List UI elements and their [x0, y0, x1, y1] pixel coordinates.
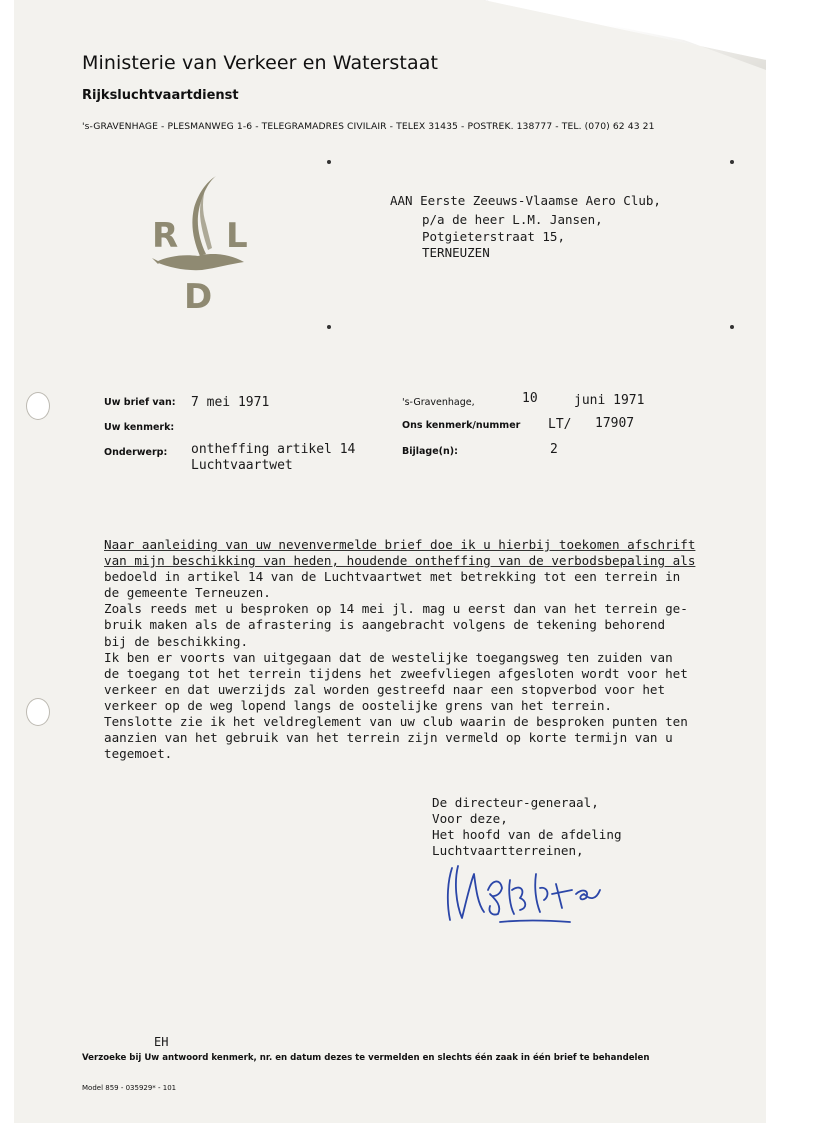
letterhead-address-line: 's-GRAVENHAGE - PLESMANWEG 1-6 - TELEGRAMADRES CIVILAIR - TELEX 31435 - POSTREK. 138777 - TEL. (070) 62 43 21 — [82, 121, 655, 132]
closing-line-2: Voor deze, — [432, 811, 508, 826]
body-line-1: Naar aanleiding van uw nevenvermelde brief doe ik u hierbij toekomen afschrift — [104, 537, 696, 552]
uw-kenmerk-label: Uw kenmerk: — [104, 422, 175, 433]
closing-line-4: Luchtvaartterreinen, — [432, 843, 584, 858]
ons-kenmerk-number: 17907 — [595, 416, 635, 431]
logo-letter-d: D — [184, 277, 213, 314]
uw-brief-van-value: 7 mei 1971 — [191, 395, 270, 410]
handwritten-signature — [440, 860, 620, 930]
ons-kenmerk-label: Ons kenmerk/nummer — [402, 420, 521, 431]
body-line-11: verkeer op de weg lopend langs de oostelijke grens van het terrein. — [104, 697, 612, 713]
place-label: 's-Gravenhage, — [402, 397, 475, 408]
closing-line-1: De directeur-generaal, — [432, 795, 599, 810]
closing-line-3: Het hoofd van de afdeling — [432, 827, 622, 842]
body-line-2: van mijn beschikking van heden, houdende ontheffing van de verbodsbepaling als — [104, 553, 696, 569]
onderwerp-label: Onderwerp: — [104, 447, 168, 458]
logo-letter-r: R — [152, 216, 179, 256]
window-mark-tl — [327, 160, 331, 164]
body-line-9: de toegang tot het terrein tijdens het zweefvliegen afgesloten wordt voor het — [104, 665, 688, 681]
recipient-line-2: p/a de heer L.M. Jansen, — [422, 212, 603, 227]
punch-hole-top — [26, 392, 50, 420]
rld-gull-logo — [150, 172, 250, 314]
logo-letter-l: L — [226, 216, 248, 256]
letter-body — [104, 537, 744, 762]
ministry-name: Ministerie van Verkeer en Waterstaat — [82, 52, 439, 74]
bijlage-value: 2 — [550, 442, 558, 457]
recipient-line-3: Potgieterstraat 15, — [422, 229, 565, 244]
footer-note: Verzoeke bij Uw antwoord kenmerk, nr. en datum dezes te vermelden en slechts één zaak in één brief te behandelen — [82, 1053, 650, 1063]
body-line-10: verkeer en dat uwerzijds zal worden gestreefd naar een stopverbod voor het — [104, 681, 666, 697]
uw-brief-van-label: Uw brief van: — [104, 397, 176, 408]
date-month-year: juni 1971 — [574, 393, 645, 408]
window-mark-tr — [730, 160, 734, 164]
recipient-line-4: TERNEUZEN — [422, 245, 490, 260]
body-line-6: bruik maken als de afrastering is aangebracht volgens de tekening behorend — [104, 617, 666, 633]
body-line-3: bedoeld in artikel 14 van de Luchtvaartwet met betrekking tot een terrein in — [104, 569, 681, 585]
body-line-13: aanzien van het gebruik van het terrein zijn vermeld op korte termijn van u — [104, 730, 673, 746]
body-line-14: tegemoet. — [104, 746, 173, 762]
body-line-4: de gemeente Terneuzen. — [104, 585, 271, 601]
onderwerp-value-1: ontheffing artikel 14 — [191, 442, 356, 457]
ons-kenmerk-prefix: LT/ — [548, 417, 572, 432]
bijlage-label: Bijlage(n): — [402, 446, 458, 457]
window-mark-br — [730, 325, 734, 329]
punch-hole-bottom — [26, 698, 50, 726]
body-line-7: bij de beschikking. — [104, 633, 249, 649]
service-name: Rijksluchtvaartdienst — [82, 88, 239, 103]
window-mark-bl — [327, 325, 331, 329]
onderwerp-value-2: Luchtvaartwet — [191, 458, 293, 473]
typist-initials: EH — [154, 1035, 169, 1049]
date-day: 10 — [522, 391, 538, 406]
body-line-5: Zoals reeds met u besproken op 14 mei jl. mag u eerst dan van het terrein ge- — [104, 601, 688, 617]
recipient-line-1: AAN Eerste Zeeuws-Vlaamse Aero Club, — [390, 193, 661, 208]
body-line-8: Ik ben er voorts van uitgegaan dat de westelijke toegangsweg ten zuiden van — [104, 649, 673, 665]
body-line-12: Tenslotte zie ik het veldreglement van uw club waarin de besproken punten ten — [104, 714, 688, 730]
model-number: Model 859 - 035929* - 101 — [82, 1084, 177, 1092]
